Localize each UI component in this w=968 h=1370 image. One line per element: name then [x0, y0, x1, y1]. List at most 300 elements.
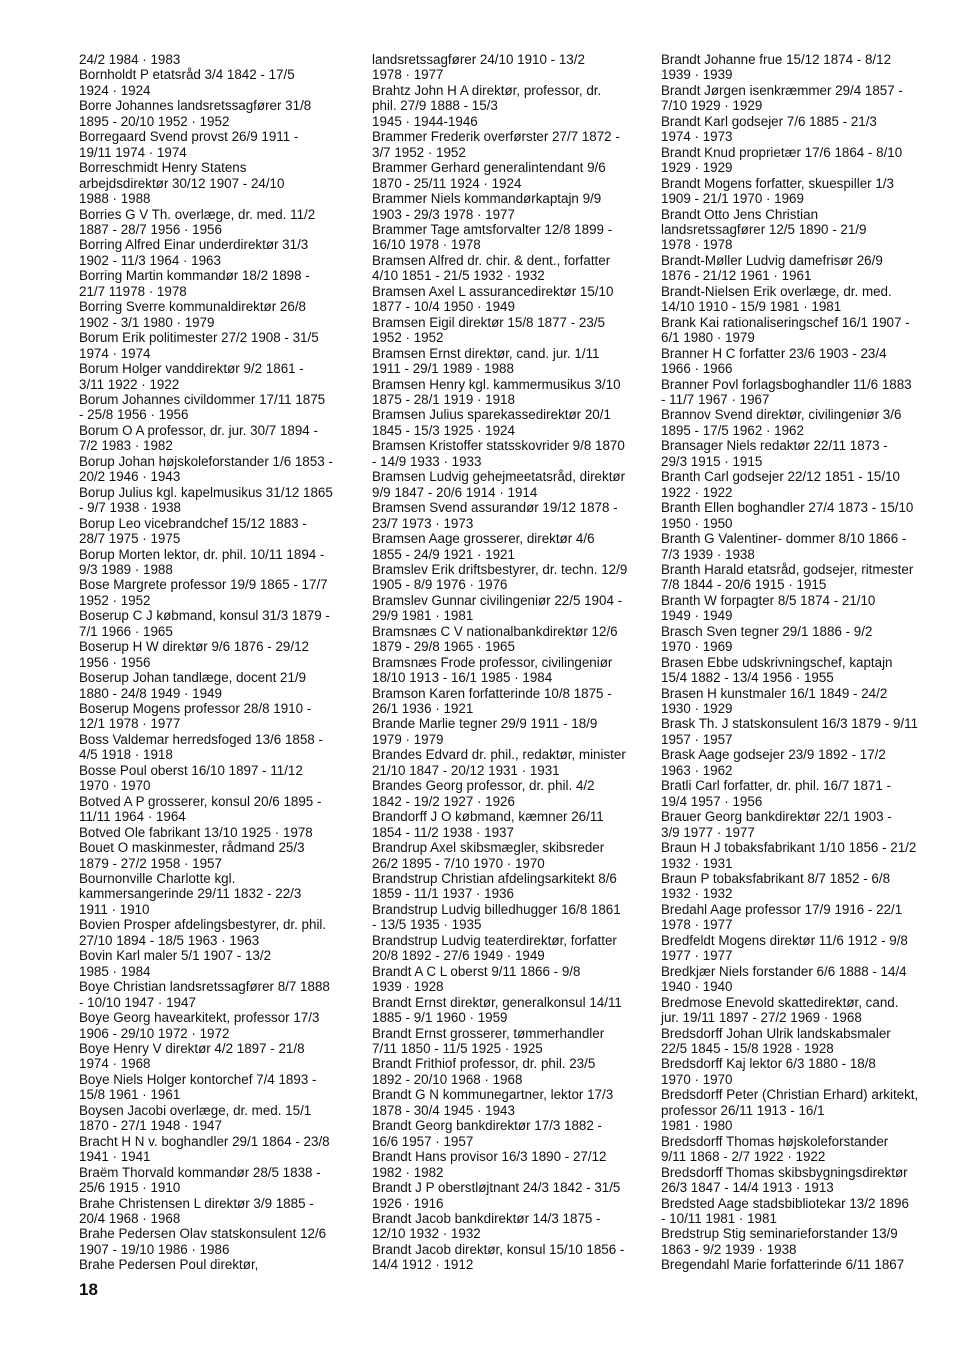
entry-continuation-line: 1905 - 8/9 1976 · 1976: [372, 577, 508, 593]
entry-heading-line: Brandt Jacob direktør, konsul 15/10 1856 -: [372, 1241, 625, 1257]
register-entry: [661, 624, 933, 655]
entry-continuation-line: - 25/8 1956 · 1956: [79, 407, 189, 423]
register-entry: [661, 407, 933, 438]
register-entry: [79, 516, 351, 547]
register-entry: [661, 531, 933, 562]
register-entry: [372, 995, 644, 1026]
entry-continuation-line: 1970 · 1970: [661, 1071, 733, 1087]
entry-heading-line: Brandt Ernst grosserer, tømmerhandler: [372, 1025, 605, 1041]
register-entry: [661, 995, 933, 1026]
entry-continuation-line: 1892 - 20/10 1968 · 1968: [372, 1071, 523, 1087]
register-entry: [372, 778, 644, 809]
register-entry: [79, 485, 351, 516]
register-entry: [372, 377, 644, 408]
register-entry: [372, 593, 644, 624]
entry-continuation-line: 1981 · 1980: [661, 1118, 733, 1134]
entry-heading-line: Bramsen Julius sparekassedirektør 20/1: [372, 407, 611, 423]
entry-heading-line: Boserup Mogens professor 28/8 1910 -: [79, 701, 312, 717]
entry-continuation-line: 15/4 1882 - 13/4 1956 · 1955: [661, 670, 834, 686]
register-entry: [79, 732, 351, 763]
entry-continuation-line: 1949 · 1949: [661, 608, 733, 624]
entry-heading-line: Boye Christian landsretssagfører 8/7 1888: [79, 979, 330, 995]
register-entry: [372, 1149, 644, 1180]
register-entry: [661, 933, 933, 964]
register-entry: [79, 871, 351, 917]
entry-continuation-line: 1903 - 29/3 1978 · 1977: [372, 206, 515, 222]
entry-continuation-line: 3/9 1977 · 1977: [661, 824, 755, 840]
entry-continuation-line: 20/4 1968 · 1968: [79, 1210, 181, 1226]
entry-heading-line: Borring Alfred Einar underdirektør 31/3: [79, 237, 309, 253]
entry-heading-line: Brannov Svend direktør, civilingeniør 3/6: [661, 407, 902, 423]
register-entry: [372, 469, 644, 500]
entry-continuation-line: 14/4 1912 · 1912: [372, 1257, 474, 1273]
entry-heading-line: Bosse Poul oberst 16/10 1897 - 11/12: [79, 762, 303, 778]
register-entry: [79, 454, 351, 485]
entry-heading-line: Braëm Thorvald kommandør 28/5 1838 -: [79, 1164, 321, 1180]
entry-continuation-line: 7/3 1939 · 1938: [661, 546, 755, 562]
entry-continuation-line: 4/10 1851 - 21/5 1932 · 1932: [372, 268, 545, 284]
register-entry: [79, 160, 351, 206]
register-entry: [372, 438, 644, 469]
register-entry: [79, 917, 351, 948]
entry-heading-line: Brandstrup Ludvig teaterdirektør, forfatter: [372, 932, 617, 948]
register-entry: [79, 639, 351, 670]
register-entry: [79, 392, 351, 423]
entry-continuation-line: 1978 · 1978: [661, 237, 733, 253]
entry-continuation-line: 19/4 1957 · 1956: [661, 793, 763, 809]
entry-continuation-line: 7/11 1850 - 11/5 1925 · 1925: [372, 1041, 543, 1056]
register-entry: [79, 547, 351, 578]
entry-continuation-line: 1880 - 24/8 1949 · 1949: [79, 685, 222, 701]
entry-heading-line: Brandes Georg professor, dr. phil. 4/2: [372, 778, 595, 794]
register-entry: [661, 1257, 933, 1272]
register-entry: [79, 423, 351, 454]
entry-heading-line: Boserup H W direktør 9/6 1876 - 29/12: [79, 639, 309, 655]
entry-continuation-line: jur. 19/11 1897 - 27/2 1969 · 1968: [661, 1010, 862, 1026]
entry-continuation-line: 20/8 1892 - 27/6 1949 · 1949: [372, 948, 545, 964]
register-column-2: [372, 52, 644, 1273]
entry-continuation-line: 1939 · 1928: [372, 979, 444, 995]
entry-continuation-line: 1895 - 20/10 1952 · 1952: [79, 113, 230, 129]
register-entry: [79, 207, 351, 238]
register-entry: [661, 145, 933, 176]
register-entry: [661, 1196, 933, 1227]
entry-heading-line: Borregaard Svend provst 26/9 1911 -: [79, 129, 299, 145]
register-entry: [79, 763, 351, 794]
register-entry: [79, 794, 351, 825]
register-entry: [661, 377, 933, 408]
entry-continuation-line: kammersangerinde 29/11 1832 - 22/3: [79, 886, 302, 902]
entry-heading-line: Bredsdorff Kaj lektor 6/3 1880 - 18/8: [661, 1056, 876, 1072]
register-entry: [79, 98, 351, 129]
entry-continuation-line: 1970 · 1969: [661, 639, 733, 655]
entry-continuation-line: 9/3 1989 · 1988: [79, 561, 173, 577]
register-entry: [79, 1010, 351, 1041]
register-entry: [79, 1134, 351, 1165]
register-entry: [661, 716, 933, 747]
entry-continuation-line: 12/10 1932 · 1932: [372, 1226, 481, 1242]
entry-heading-line: Brahe Pedersen Poul direktør,: [79, 1257, 259, 1273]
entry-continuation-line: 1970 · 1970: [79, 778, 151, 794]
entry-continuation-line: - 9/7 1938 · 1938: [79, 500, 181, 516]
register-entry: [372, 52, 644, 83]
entry-continuation-line: 1939 · 1939: [661, 67, 733, 83]
entry-heading-line: Brank Kai rationaliseringschef 16/1 1907 -: [661, 314, 910, 330]
entry-continuation-line: - 11/7 1967 · 1967: [661, 391, 770, 407]
register-entry: [79, 1103, 351, 1134]
entry-continuation-line: 20/2 1946 · 1943: [79, 469, 181, 485]
entry-continuation-line: 7/10 1929 · 1929: [661, 98, 763, 114]
entry-heading-line: Brasen H kunstmaler 16/1 1849 - 24/2: [661, 685, 888, 701]
entry-continuation-line: 1878 - 30/4 1945 · 1943: [372, 1102, 515, 1118]
entry-continuation-line: 1902 - 11/3 1964 · 1963: [79, 252, 221, 268]
register-entry: [372, 624, 644, 655]
entry-continuation-line: - 14/9 1933 · 1933: [372, 453, 482, 469]
entry-continuation-line: 1887 - 28/7 1956 · 1956: [79, 221, 222, 237]
register-entry: [79, 67, 351, 98]
entry-heading-line: Bredsdorff Johan Ulrik landskabsmaler: [661, 1025, 891, 1041]
entry-continuation-line: 21/7 11978 · 1978: [79, 283, 187, 299]
entry-heading-line: Boss Valdemar herredsfoged 13/6 1858 -: [79, 731, 323, 747]
entry-heading-line: Brahtz John H A direktør, professor, dr.: [372, 82, 602, 98]
entry-heading-line: Brandstrup Ludvig billedhugger 16/8 1861: [372, 901, 621, 917]
entry-continuation-line: 1845 - 15/3 1925 · 1924: [372, 422, 515, 438]
entry-continuation-line: 1911 · 1910: [79, 901, 150, 917]
entry-heading-line: Bramsen Henry kgl. kammermusikus 3/10: [372, 376, 621, 392]
register-entry: [372, 686, 644, 717]
register-entry: [372, 129, 644, 160]
entry-heading-line: Bramsen Aage grosserer, direktør 4/6: [372, 531, 595, 547]
entry-continuation-line: 19/11 1974 · 1974: [79, 144, 187, 160]
entry-continuation-line: 1876 - 21/12 1961 · 1961: [661, 268, 812, 284]
entry-continuation-line: 1988 · 1988: [79, 191, 151, 207]
entry-heading-line: Branth Carl godsejer 22/12 1851 - 15/10: [661, 469, 900, 485]
entry-continuation-line: 1902 - 3/1 1980 · 1979: [79, 314, 215, 330]
register-entry: [372, 1211, 644, 1242]
entry-heading-line: Borum O A professor, dr. jur. 30/7 1894 -: [79, 422, 318, 438]
register-entry: [661, 1165, 933, 1196]
entry-heading-line: Bose Margrete professor 19/9 1865 - 17/7: [79, 577, 328, 593]
entry-continuation-line: 16/10 1978 · 1978: [372, 237, 481, 253]
entry-continuation-line: 27/10 1894 - 18/5 1963 · 1963: [79, 932, 260, 948]
register-entry: [661, 1087, 933, 1133]
entry-heading-line: Borum Holger vanddirektør 9/2 1861 -: [79, 361, 304, 377]
entry-heading-line: Brandrup Axel skibsmægler, skibsreder: [372, 840, 605, 856]
entry-heading-line: Brande Marlie tegner 29/9 1911 - 18/9: [372, 716, 598, 732]
entry-continuation-line: 9/11 1868 - 2/7 1922 · 1922: [661, 1149, 826, 1165]
register-entry: [661, 1134, 933, 1165]
entry-continuation-line: 1870 - 25/11 1924 · 1924: [372, 175, 522, 191]
entry-heading-line: Bratli Carl forfatter, dr. phil. 16/7 1871 -: [661, 778, 891, 794]
entry-heading-line: Bramson Karen forfatterinde 10/8 1875 -: [372, 685, 612, 701]
register-entry: [79, 1165, 351, 1196]
entry-heading-line: Boysen Jacobi overlæge, dr. med. 15/1: [79, 1102, 312, 1118]
register-entry: [372, 809, 644, 840]
entry-heading-line: Borring Sverre kommunaldirektør 26/8: [79, 299, 306, 315]
entry-continuation-line: 1979 · 1979: [372, 731, 444, 747]
entry-heading-line: Bredmose Enevold skattedirektør, cand.: [661, 994, 899, 1010]
entry-heading-line: Bredfeldt Mogens direktør 11/6 1912 - 9/8: [661, 932, 908, 948]
entry-continuation-line: 1977 · 1977: [661, 948, 733, 964]
entry-heading-line: Bramsen Ernst direktør, cand. jur. 1/11: [372, 345, 600, 361]
entry-continuation-line: 1870 - 27/1 1948 · 1947: [79, 1118, 222, 1134]
entry-heading-line: Borreschmidt Henry Statens: [79, 160, 247, 176]
register-entry: [372, 933, 644, 964]
entry-continuation-line: 7/1 1966 · 1965: [79, 623, 173, 639]
register-entry: [661, 809, 933, 840]
register-column-3: [661, 52, 933, 1273]
entry-heading-line: landsretssagfører 24/10 1910 - 13/2: [372, 52, 585, 67]
register-entry: [372, 840, 644, 871]
entry-continuation-line: 1956 · 1956: [79, 654, 151, 670]
entry-continuation-line: 18/10 1913 - 16/1 1985 · 1984: [372, 670, 553, 686]
entry-continuation-line: arbejdsdirektør 30/12 1907 - 24/10: [79, 175, 285, 191]
entry-heading-line: Brandt-Møller Ludvig damefrisør 26/9: [661, 252, 883, 268]
register-column-1: [79, 52, 351, 1273]
entry-heading-line: Brandstrup Christian afdelingsarkitekt 8/6: [372, 871, 617, 887]
entry-heading-line: Brandt Ernst direktør, generalkonsul 14/11: [372, 994, 622, 1010]
register-entry: [372, 83, 644, 129]
entry-continuation-line: 1855 - 24/9 1921 · 1921: [372, 546, 515, 562]
entry-continuation-line: 1957 · 1957: [661, 731, 733, 747]
entry-continuation-line: 1978 · 1977: [661, 917, 733, 933]
register-entry: [79, 237, 351, 268]
entry-heading-line: Bramsen Kristoffer statsskovrider 9/8 1870: [372, 438, 625, 454]
register-entry: [661, 593, 933, 624]
entry-continuation-line: 26/1 1936 · 1921: [372, 701, 474, 717]
entry-heading-line: Borries G V Th. overlæge, dr. med. 11/2: [79, 206, 316, 222]
register-entry: [372, 902, 644, 933]
register-entry: [372, 1056, 644, 1087]
register-entry: [661, 253, 933, 284]
register-entry: [661, 840, 933, 871]
entry-continuation-line: 26/3 1847 - 14/4 1913 · 1913: [661, 1180, 834, 1196]
entry-heading-line: Borup Johan højskoleforstander 1/6 1853 -: [79, 453, 333, 469]
register-entry: [372, 531, 644, 562]
entry-continuation-line: 25/6 1915 · 1910: [79, 1180, 181, 1196]
entry-heading-line: Brahe Pedersen Olav statskonsulent 12/6: [79, 1226, 327, 1242]
register-entry: [661, 655, 933, 686]
register-entry: [661, 747, 933, 778]
entry-continuation-line: 21/10 1847 - 20/12 1931 · 1931: [372, 762, 560, 778]
entry-heading-line: Branner H C forfatter 23/6 1903 - 23/4: [661, 345, 887, 361]
register-entry: [372, 871, 644, 902]
register-entry: [372, 222, 644, 253]
entry-continuation-line: 7/2 1983 · 1982: [79, 438, 173, 454]
register-entry: [372, 716, 644, 747]
entry-continuation-line: 1952 · 1952: [372, 330, 444, 346]
register-entry: [79, 1257, 351, 1272]
entry-continuation-line: 1950 · 1950: [661, 515, 733, 531]
entry-continuation-line: 3/11 1922 · 1922: [79, 376, 180, 392]
entry-heading-line: Bracht H N v. boghandler 29/1 1864 - 23/8: [79, 1133, 330, 1149]
entry-heading-line: Bournonville Charlotte kgl.: [79, 871, 236, 887]
entry-continuation-line: 1854 - 11/2 1938 · 1937: [372, 824, 514, 840]
entry-continuation-line: 1842 - 19/2 1927 · 1926: [372, 793, 515, 809]
entry-heading-line: Bramslev Erik driftsbestyrer, dr. techn. 12/9: [372, 561, 628, 577]
entry-continuation-line: 1863 - 9/2 1939 · 1938: [661, 1241, 797, 1257]
entry-continuation-line: 1895 - 17/5 1962 · 1962: [661, 422, 804, 438]
entry-continuation-line: 1982 · 1982: [372, 1164, 444, 1180]
register-entry: [661, 315, 933, 346]
entry-continuation-line: 1952 · 1952: [79, 592, 151, 608]
entry-continuation-line: 1911 - 29/1 1989 · 1988: [372, 361, 514, 377]
register-entry: [661, 1026, 933, 1057]
entry-continuation-line: 1929 · 1929: [661, 160, 733, 176]
entry-continuation-line: 1907 - 19/10 1986 · 1986: [79, 1241, 230, 1257]
entry-heading-line: Brandt Johanne frue 15/12 1874 - 8/12: [661, 52, 892, 67]
register-entry: [79, 948, 351, 979]
entry-heading-line: Braun H J tobaksfabrikant 1/10 1856 - 21/2: [661, 840, 917, 856]
entry-continuation-line: 1932 · 1931: [661, 855, 733, 871]
entry-heading-line: Brandorff J O købmand, kæmner 26/11: [372, 809, 604, 825]
entry-heading-line: Branth W forpagter 8/5 1874 - 21/10: [661, 592, 876, 608]
entry-heading-line: Brandt Jacob bankdirektør 14/3 1875 -: [372, 1210, 601, 1226]
entry-heading-line: Bovin Karl maler 5/1 1907 - 13/2: [79, 948, 272, 964]
entry-heading-line: Bredsdorff Peter (Christian Erhard) arkitekt,: [661, 1087, 919, 1103]
entry-heading-line: Bouet O maskinmester, rådmand 25/3: [79, 840, 305, 856]
entry-continuation-line: 1945 · 1944-1946: [372, 113, 478, 129]
register-entry: [372, 1026, 644, 1057]
entry-heading-line: Brammer Niels kommandørkaptajn 9/9: [372, 191, 602, 207]
entry-heading-line: Brandt-Nielsen Erik overlæge, dr. med.: [661, 283, 892, 299]
entry-continuation-line: 12/1 1978 · 1977: [79, 716, 181, 732]
register-entry: [661, 500, 933, 531]
entry-heading-line: Boye Niels Holger kontorchef 7/4 1893 -: [79, 1071, 317, 1087]
entry-heading-line: Brandt Hans provisor 16/3 1890 - 27/12: [372, 1149, 607, 1165]
register-entry: [372, 407, 644, 438]
register-entry: [372, 284, 644, 315]
entry-continuation-line: 9/9 1847 - 20/6 1914 · 1914: [372, 484, 538, 500]
entry-heading-line: Brandt Jørgen isenkræmmer 29/4 1857 -: [661, 82, 903, 98]
entry-continuation-line: 1985 · 1984: [79, 963, 151, 979]
register-entry: [79, 577, 351, 608]
entry-heading-line: Brandt J P oberstløjtnant 24/3 1842 - 31/5: [372, 1180, 621, 1196]
entry-heading-line: Brasch Sven tegner 29/1 1886 - 9/2: [661, 623, 873, 639]
entry-continuation-line: 3/7 1952 · 1952: [372, 144, 466, 160]
register-entry: [661, 469, 933, 500]
entry-continuation-line: 1974 · 1974: [79, 345, 151, 361]
entry-continuation-line: 1885 - 9/1 1960 · 1959: [372, 1010, 508, 1026]
entry-continuation-line: 1859 - 11/1 1937 · 1936: [372, 886, 514, 902]
register-entry: [661, 176, 933, 207]
entry-continuation-line: 1974 · 1973: [661, 129, 733, 145]
entry-heading-line: Brandt A C L oberst 9/11 1866 - 9/8: [372, 963, 581, 979]
register-entry: [372, 253, 644, 284]
entry-continuation-line: 1940 · 1940: [661, 979, 733, 995]
page-number: 18: [79, 1280, 98, 1299]
entry-heading-line: Bramsen Ludvig gehejmeetatsråd, direktør: [372, 469, 626, 485]
entry-heading-line: Boserup C J købmand, konsul 31/3 1879 -: [79, 608, 330, 624]
entry-heading-line: Bredsted Aage stadsbibliotekar 13/2 1896: [661, 1195, 909, 1211]
entry-heading-line: Borup Leo vicebrandchef 15/12 1883 -: [79, 515, 307, 531]
entry-heading-line: Bredstrup Stig seminarieforstander 13/9: [661, 1226, 898, 1242]
register-entry: [372, 500, 644, 531]
entry-heading-line: Bramsnæs C V nationalbankdirektør 12/6: [372, 623, 618, 639]
entry-heading-line: Brammer Frederik overførster 27/7 1872 -: [372, 129, 620, 145]
entry-continuation-line: 1879 - 27/2 1958 · 1957: [79, 855, 222, 871]
entry-heading-line: Brammer Gerhard generalintendant 9/6: [372, 160, 606, 176]
entry-continuation-line: 1930 · 1929: [661, 701, 733, 717]
entry-continuation-line: 1974 · 1968: [79, 1056, 151, 1072]
entry-heading-line: Brahe Christensen L direktør 3/9 1885 -: [79, 1195, 314, 1211]
register-entry: [79, 1196, 351, 1227]
entry-heading-line: Boye Georg havearkitekt, professor 17/3: [79, 1010, 320, 1026]
entry-heading-line: Borum Erik politimester 27/2 1908 - 31/5: [79, 330, 319, 346]
register-entry: [372, 160, 644, 191]
register-entry: [372, 1242, 644, 1273]
entry-heading-line: Brandt G N kommunegartner, lektor 17/3: [372, 1087, 614, 1103]
register-entry: [372, 1118, 644, 1149]
register-entry: [79, 361, 351, 392]
entry-heading-line: Brandt Otto Jens Christian: [661, 206, 819, 222]
register-entry: [372, 191, 644, 222]
entry-heading-line: Boserup Johan tandlæge, docent 21/9: [79, 670, 307, 686]
entry-continuation-line: landsretssagfører 12/5 1890 - 21/9: [661, 221, 867, 237]
register-entry: [661, 562, 933, 593]
entry-continuation-line: 1906 - 29/10 1972 · 1972: [79, 1025, 230, 1041]
entry-heading-line: Borum Johannes civildommer 17/11 1875: [79, 391, 326, 407]
entry-heading-line: Brandt Georg bankdirektør 17/3 1882 -: [372, 1118, 603, 1134]
register-entry: [79, 268, 351, 299]
entry-heading-line: Brandt Frithiof professor, dr. phil. 23/5: [372, 1056, 596, 1072]
register-entry: [79, 52, 351, 67]
entry-heading-line: Bransager Niels redaktør 22/11 1873 -: [661, 438, 888, 454]
entry-heading-line: Bredkjær Niels forstander 6/6 1888 - 14/4: [661, 963, 907, 979]
entry-continuation-line: 15/8 1961 · 1961: [79, 1087, 181, 1103]
register-entry: [372, 747, 644, 778]
entry-continuation-line: 11/11 1964 · 1964: [79, 809, 186, 825]
entry-heading-line: Botved A P grosserer, konsul 20/6 1895 -: [79, 793, 322, 809]
entry-heading-line: Bredsdorff Thomas højskoleforstander: [661, 1133, 889, 1149]
register-entry: [372, 346, 644, 377]
register-entry: [79, 1072, 351, 1103]
entry-heading-line: Brask Aage godsejer 23/9 1892 - 17/2: [661, 747, 886, 763]
entry-heading-line: Bramsen Svend assurandør 19/12 1878 -: [372, 500, 618, 516]
register-entry: [79, 1041, 351, 1072]
register-entry: [372, 562, 644, 593]
register-entry: [661, 902, 933, 933]
register-entry: [661, 964, 933, 995]
entry-continuation-line: 7/8 1844 - 20/6 1915 · 1915: [661, 577, 827, 593]
entry-continuation-line: 6/1 1980 · 1979: [661, 330, 755, 346]
entry-heading-line: Bramsen Alfred dr. chir. & dent., forfatter: [372, 252, 611, 268]
entry-continuation-line: - 10/10 1947 · 1947: [79, 994, 196, 1010]
entry-heading-line: Borre Johannes landsretssagfører 31/8: [79, 98, 312, 114]
register-entry: [79, 670, 351, 701]
entry-heading-line: Botved Ole fabrikant 13/10 1925 · 1978: [79, 824, 313, 840]
entry-heading-line: Boye Henry V direktør 4/2 1897 - 21/8: [79, 1041, 305, 1056]
entry-heading-line: Branth G Valentiner- dommer 8/10 1866 -: [661, 531, 907, 547]
register-entry: [661, 83, 933, 114]
entry-heading-line: Brasen Ebbe udskrivningschef, kaptajn: [661, 654, 893, 670]
register-entry: [661, 346, 933, 377]
register-entry: [79, 701, 351, 732]
entry-continuation-line: professor 26/11 1913 - 16/1: [661, 1102, 825, 1118]
entry-heading-line: Bornholdt P etatsråd 3/4 1842 - 17/5: [79, 67, 295, 83]
entry-heading-line: Brauer Georg bankdirektør 22/1 1903 -: [661, 809, 892, 825]
entry-continuation-line: 1963 · 1962: [661, 762, 733, 778]
entry-continuation-line: 1926 · 1916: [372, 1195, 444, 1211]
register-entry: [661, 207, 933, 253]
entry-heading-line: Borring Martin kommandør 18/2 1898 -: [79, 268, 310, 284]
register-entry: [79, 825, 351, 840]
register-entry: [372, 1180, 644, 1211]
entry-continuation-line: 4/5 1918 · 1918: [79, 747, 173, 763]
entry-heading-line: Branth Ellen boghandler 27/4 1873 - 15/10: [661, 500, 914, 516]
entry-continuation-line: 1978 · 1977: [372, 67, 444, 83]
entry-heading-line: Borup Julius kgl. kapelmusikus 31/12 1865: [79, 484, 333, 500]
